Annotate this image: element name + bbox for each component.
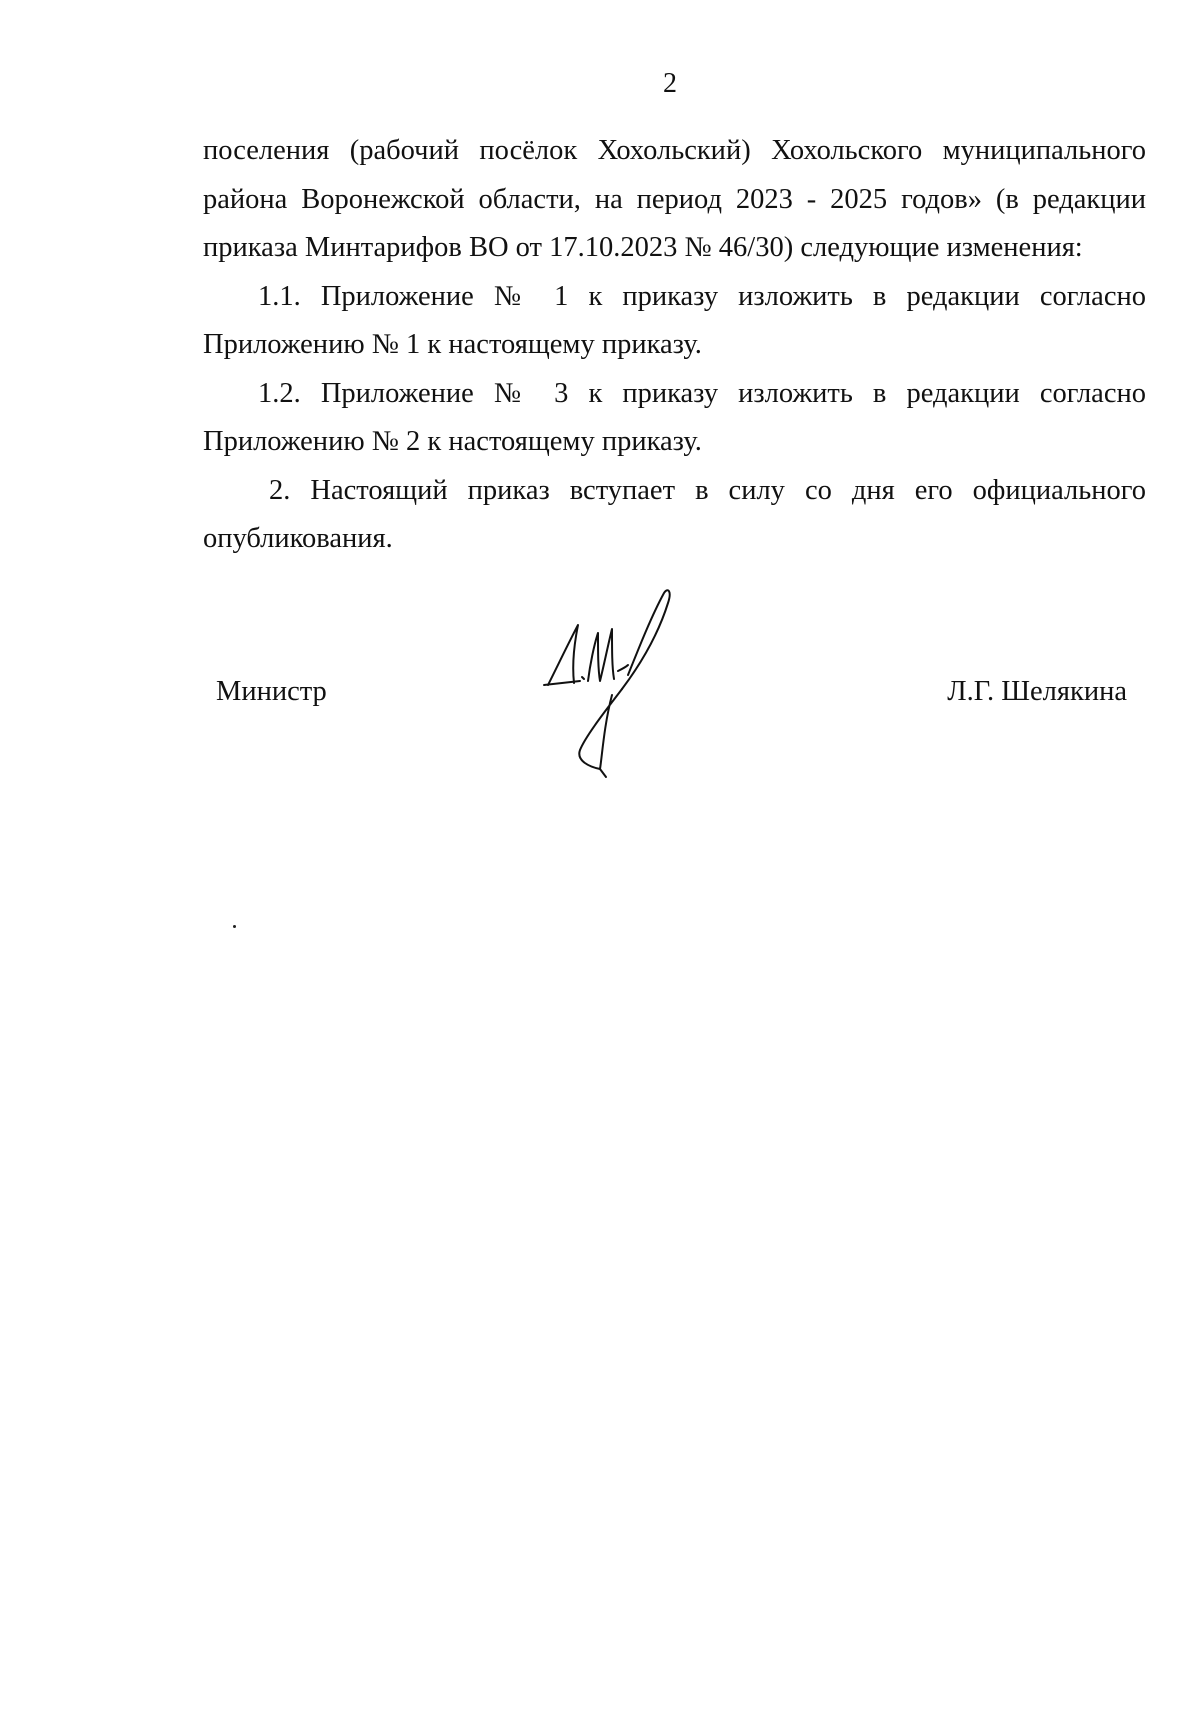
- page-number: 2: [663, 68, 677, 99]
- paragraph-item-2: 2. Настоящий приказ вступает в силу со дня его официального опубликования.: [203, 474, 1146, 554]
- paragraph-continuation: поселения (рабочий посёлок Хохольский) Хохольского муниципального района Воронежской области, на период 2023 - 2025 годов» (в редакции приказа Минтарифов ВО от 17.10.2023 № 46/30) следующие изменения:: [203, 135, 1146, 263]
- paragraph-item-1-1: 1.1. Приложение № 1 к приказу изложить в редакции согласно Приложению № 1 к настоящему приказу.: [203, 280, 1146, 360]
- handwritten-signature-icon: [540, 585, 685, 780]
- stray-dot: [233, 925, 236, 928]
- document-body: [203, 127, 1146, 564]
- paragraph-item-1-2: 1.2. Приложение № 3 к приказу изложить в редакции согласно Приложению № 2 к настоящему приказу.: [203, 377, 1146, 457]
- signer-name: Л.Г. Шелякина: [947, 676, 1127, 707]
- position-title: Министр: [216, 676, 327, 707]
